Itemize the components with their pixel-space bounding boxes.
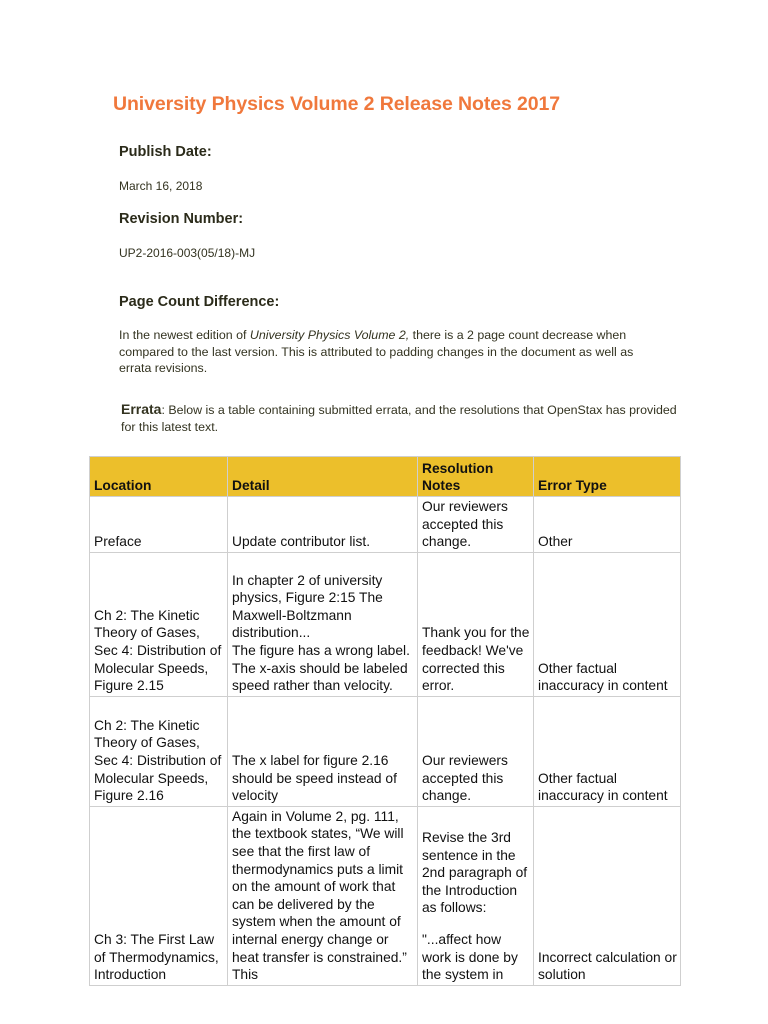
cell-detail: Again in Volume 2, pg. 111, the textbook states, “We will see that the first law of thermodynamics puts a limit on the amount of work that can be delivered by the system when the amount of internal energy change or heat transfer is constrained.” This [228, 806, 418, 985]
page-count-text-after: there is a 2 page count decrease when compared to the last version. This is attributed to padding changes in the document as well as errata revisions. [119, 328, 634, 375]
table-row [90, 497, 681, 553]
cell-detail-line: In chapter 2 of university physics, Figure 2:15 The Maxwell-Boltzmann distribution... [232, 572, 383, 641]
document-title: University Physics Volume 2 Release Notes 2017 [113, 93, 561, 115]
cell-location: Preface [90, 497, 228, 553]
cell-error-type: Other factual inaccuracy in content [534, 696, 681, 806]
page-count-paragraph [119, 327, 659, 377]
page-count-text-before: In the newest edition of [119, 328, 250, 342]
cell-detail-line: The figure has a wrong label. The x-axis should be labeled speed rather than velocity. [232, 643, 410, 694]
cell-resolution [418, 806, 534, 985]
cell-resolution: Thank you for the feedback! We've corrected this error. [418, 552, 534, 696]
cell-detail: Update contributor list. [228, 497, 418, 553]
header-resolution-notes: Resolution Notes [418, 457, 534, 497]
errata-intro [121, 401, 681, 435]
cell-error-type: Incorrect calculation or solution [534, 806, 681, 985]
cell-error-type: Other factual inaccuracy in content [534, 552, 681, 696]
header-location: Location [90, 457, 228, 497]
book-title: University Physics Volume 2, [249, 328, 410, 342]
cell-location: Ch 2: The Kinetic Theory of Gases, Sec 4: Distribution of Molecular Speeds, Figure 2.15 [90, 552, 228, 696]
errata-label: Errata [121, 401, 162, 417]
table-row [90, 552, 681, 696]
revision-number-heading: Revision Number: [119, 211, 244, 227]
header-error-type: Error Type [534, 457, 681, 497]
publish-date-heading: Publish Date: [119, 144, 212, 160]
table-row [90, 696, 681, 806]
table-header-row [90, 457, 681, 497]
errata-table [89, 456, 681, 986]
table-row [90, 806, 681, 985]
cell-error-type: Other [534, 497, 681, 553]
cell-resolution-line: "...affect how work is done by the system in [422, 931, 518, 983]
cell-detail [228, 552, 418, 696]
cell-location: Ch 2: The Kinetic Theory of Gases, Sec 4: Distribution of Molecular Speeds, Figure 2.16 [90, 696, 228, 806]
cell-resolution: Our reviewers accepted this change. [418, 696, 534, 806]
publish-date-value: March 16, 2018 [119, 179, 203, 193]
cell-location: Ch 3: The First Law of Thermodynamics, Introduction [90, 806, 228, 985]
errata-intro-text: : Below is a table containing submitted errata, and the resolutions that OpenStax has provided for this latest text. [121, 403, 677, 434]
cell-resolution: Our reviewers accepted this change. [418, 497, 534, 553]
page-count-heading: Page Count Difference: [119, 294, 280, 310]
cell-resolution-line: Revise the 3rd sentence in the 2nd paragraph of the Introduction as follows: [422, 829, 528, 916]
revision-number-value: UP2-2016-003(05/18)-MJ [119, 246, 256, 260]
cell-detail: The x label for figure 2.16 should be speed instead of velocity [228, 696, 418, 806]
header-detail: Detail [228, 457, 418, 497]
